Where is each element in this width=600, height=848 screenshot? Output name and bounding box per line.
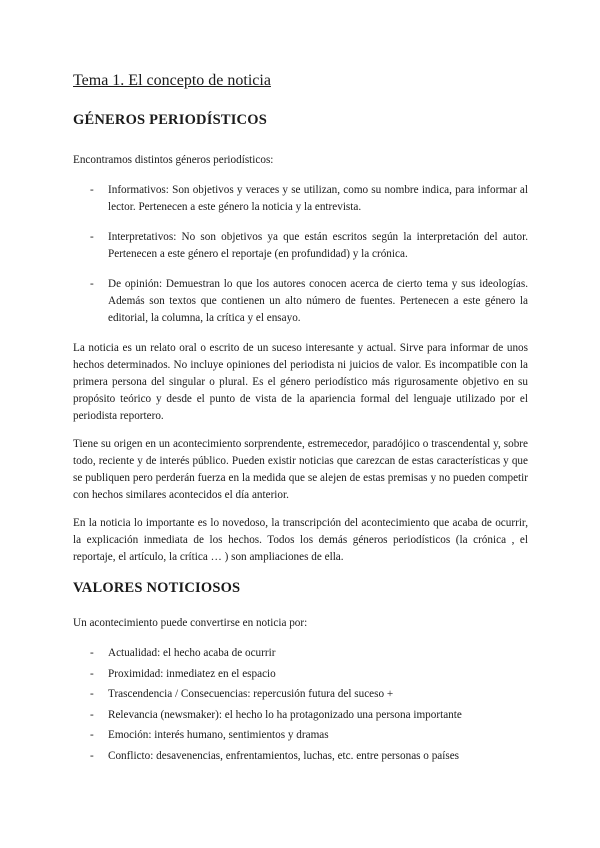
value-proximidad: Proximidad: inmediatez en el espacio xyxy=(108,668,276,680)
value-conflicto: Conflicto: desavenencias, enfrentamientos, luchas, etc. entre personas o países xyxy=(108,750,460,762)
bullet-dash: - xyxy=(90,647,94,659)
list-item xyxy=(90,645,528,662)
genres-intro: Encontramos distintos géneros periodísticos: xyxy=(73,154,274,166)
list-item xyxy=(90,727,528,744)
value-actualidad: Actualidad: el hecho acaba de ocurrir xyxy=(108,647,276,659)
section-heading-valores: VALORES NOTICIOSOS xyxy=(73,580,241,596)
list-item xyxy=(90,276,528,327)
bullet-dash: - xyxy=(90,688,94,700)
genre-interpretativos: Interpretativos: No son objetivos ya que están escritos según la interpretación del autor. Pertenecen a este género el reportaje (en profundidad) y la crónica. xyxy=(108,231,528,260)
bullet-dash: - xyxy=(90,750,94,762)
section-heading-generos: GÉNEROS PERIODÍSTICOS xyxy=(73,112,267,128)
bullet-dash: - xyxy=(90,231,94,243)
bullet-dash: - xyxy=(90,709,94,721)
bullet-dash: - xyxy=(90,184,94,196)
paragraph-noticia-origen: Tiene su origen en un acontecimiento sorprendente, estremecedor, paradójico o trascendental y, sobre todo, reciente y de interés público. Pueden existir noticias que carezcan de estas características y que se publiquen pero perderán fuerza en la medida que se alejen de estas premisas y no pueden competir con hechos similares acontecidos el día anterior. xyxy=(73,438,528,501)
value-trascendencia: Trascendencia / Consecuencias: repercusión futura del suceso + xyxy=(108,688,394,700)
list-item xyxy=(90,748,528,765)
paragraph-noticia-definicion: La noticia es un relato oral o escrito de un suceso interesante y actual. Sirve para informar de unos hechos determinados. No incluye opiniones del periodista ni juicios de valor. Es incompatible con la primera persona del singular o plural. Es el género periodístico más rigurosamente objetivo en su propósito teórico y desde el punto de vista de la apariencia formal del lenguaje utilizado por el periodista reportero. xyxy=(73,342,528,422)
bullet-dash: - xyxy=(90,729,94,741)
genre-informativos: Informativos: Son objetivos y veraces y se utilizan, como su nombre indica, para informar al lector. Pertenecen a este género la noticia y la entrevista. xyxy=(108,184,528,213)
paragraph-noticia-novedoso: En la noticia lo importante es lo novedoso, la transcripción del acontecimiento que acaba de ocurrir, la explicación inmediata de los hechos. Todos los demás géneros periodísticos (la crónica , el reportaje, el artículo, la crítica … ) son ampliaciones de ella. xyxy=(73,517,528,563)
list-item xyxy=(90,229,528,263)
list-item xyxy=(90,666,528,683)
values-intro: Un acontecimiento puede convertirse en noticia por: xyxy=(73,617,308,629)
bullet-dash: - xyxy=(90,668,94,680)
list-item xyxy=(90,707,528,724)
genre-opinion: De opinión: Demuestran lo que los autores conocen acerca de cierto tema y sus ideologías. Además son textos que contienen un alto número de fuentes. Pertenecen a este género la editorial, la columna, la crítica y el ensayo. xyxy=(108,278,528,324)
document-title: Tema 1. El concepto de noticia xyxy=(73,72,271,89)
value-relevancia: Relevancia (newsmaker): el hecho lo ha protagonizado una persona importante xyxy=(108,709,462,721)
bullet-dash: - xyxy=(90,278,94,290)
value-emocion: Emoción: interés humano, sentimientos y dramas xyxy=(108,729,329,741)
list-item xyxy=(90,686,528,703)
list-item xyxy=(90,182,528,216)
